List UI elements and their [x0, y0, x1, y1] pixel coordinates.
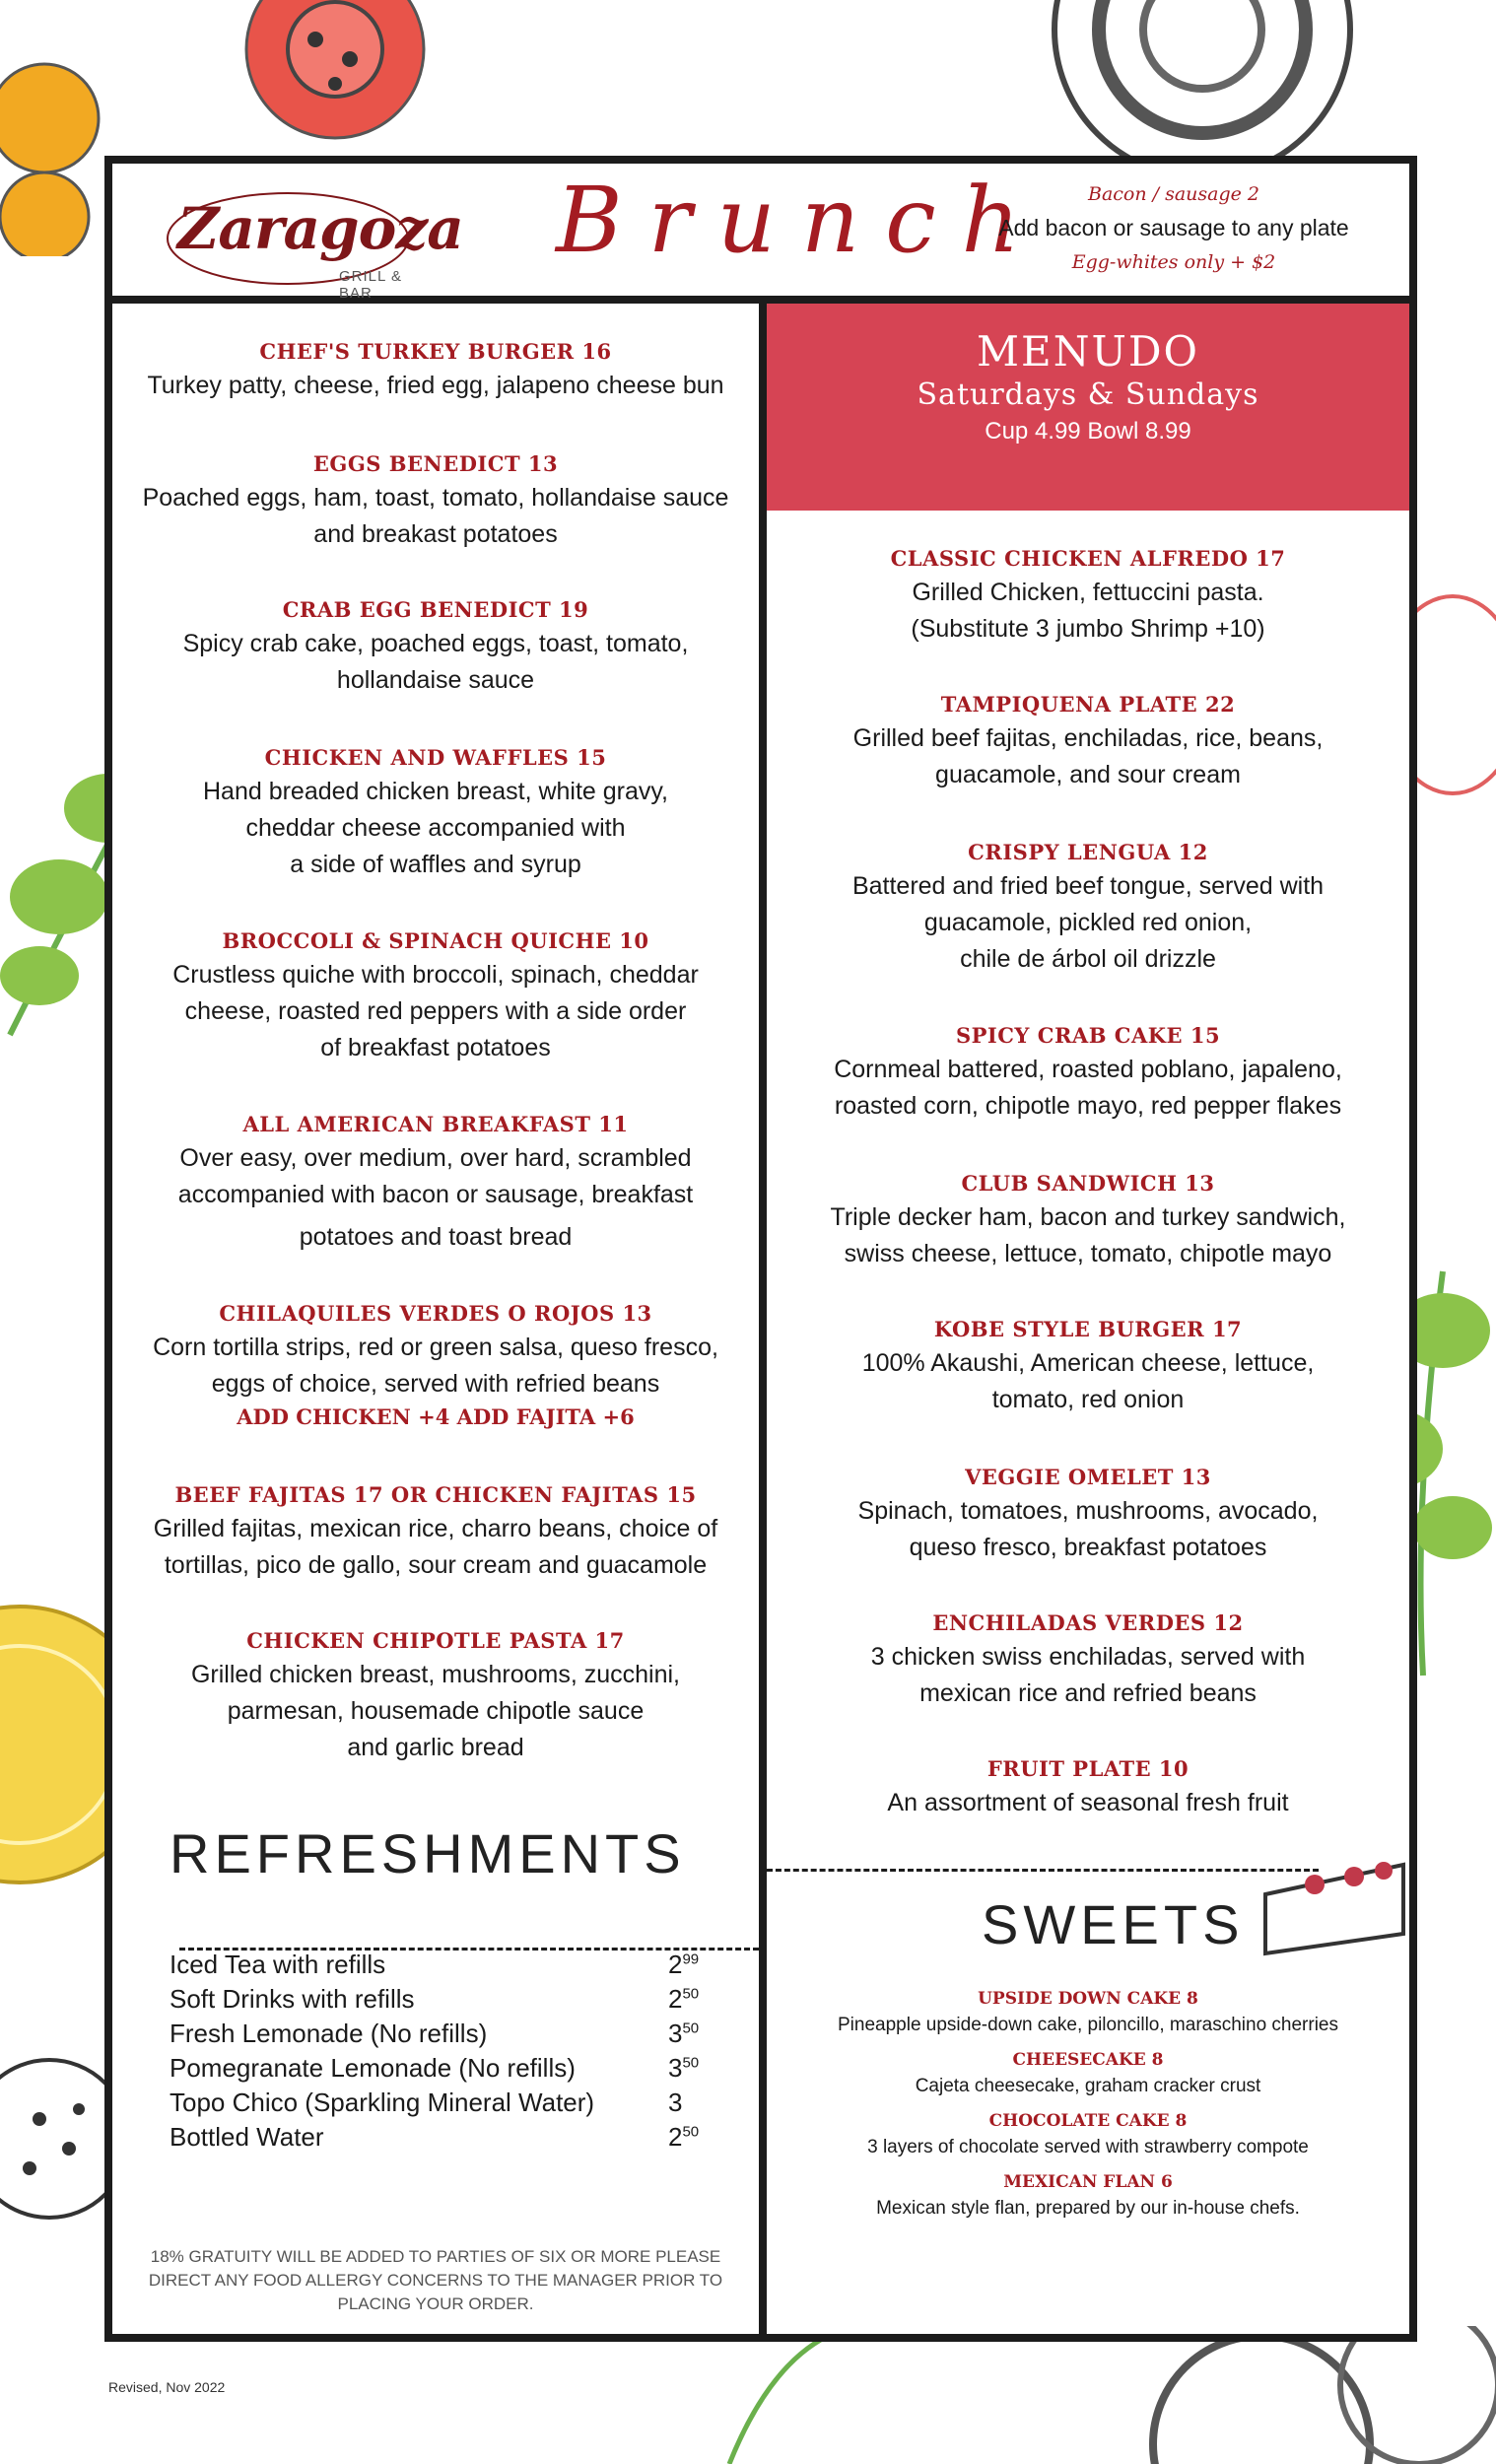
item-description: Corn tortilla strips, red or green salsa, queso fresco, eggs of choice, served with refried beans [153, 1334, 718, 1398]
addon-bacon: Bacon / sausage 2 [1087, 183, 1259, 205]
item-title: CRISPY LENGUA 12 [968, 840, 1208, 864]
item-description: Grilled beef fajitas, enchiladas, rice, beans, guacamole, and sour cream [852, 724, 1324, 788]
item-description: Grilled Chicken, fettuccini pasta. (Substitute 3 jumbo Shrimp +10) [911, 579, 1265, 643]
menu-item-turkey-burger [112, 339, 759, 404]
list-item: Iced Tea with refills $2^{99}$ [170, 1950, 700, 1979]
gratuity-note: 18% GRATUITY WILL BE ADDED TO PARTIES OF SIX OR MORE PLEASE DIRECT ANY FOOD ALLERGY CONCERNS TO THE MANAGER PRIOR TO PLACING YOUR ORDER. [148, 2247, 723, 2313]
item-addons: ADD CHICKEN +4 ADD FAJITA +6 [237, 1404, 635, 1429]
menudo-banner [767, 304, 1409, 511]
item-title: ENCHILADAS VERDES 12 [932, 1610, 1244, 1635]
item-description: Cornmeal battered, roasted poblano, japaleno, roasted corn, chipotle mayo, red pepper flakes [834, 1056, 1342, 1120]
bottom-sketch-illustration [710, 2326, 1496, 2464]
menu-item-club-sandwich [767, 1171, 1409, 1272]
menu-item-crispy-lengua [767, 840, 1409, 978]
list-item: Bottled Water $2^{50}$ [170, 2122, 700, 2152]
sweets-list [767, 1989, 1409, 2233]
item-description: Crustless quiche with broccoli, spinach, cheddar cheese, roasted red peppers with a side order of breakfast potatoes [172, 961, 699, 1061]
section-divider [767, 1869, 1319, 1872]
restaurant-logo [162, 181, 463, 302]
menu-frame [104, 156, 1417, 2342]
menu-item-eggs-benedict [112, 451, 759, 553]
addon-note [952, 183, 1395, 273]
menu-item-chicken-alfredo [767, 546, 1409, 648]
sweets-title: SWEETS [982, 1893, 1245, 1955]
item-title: CHICKEN AND WAFFLES 15 [264, 745, 607, 770]
menu-item-quiche [112, 928, 759, 1066]
column-divider [759, 304, 767, 2334]
menu-item-american-breakfast [112, 1112, 759, 1256]
cake-slice-icon [1256, 1825, 1413, 1963]
menu-item-fajitas [112, 1482, 759, 1584]
list-item: MEXICAN FLAN 6 Mexican style flan, prepared by our in-house chefs. [876, 2172, 1300, 2219]
item-title: CRAB EGG BENEDICT 19 [282, 597, 589, 622]
menu-item-kobe-burger [767, 1317, 1409, 1418]
item-title: CLUB SANDWICH 13 [961, 1171, 1215, 1196]
item-description: 100% Akaushi, American cheese, lettuce, tomato, red onion [861, 1349, 1315, 1413]
list-item: Topo Chico (Sparkling Mineral Water) 3 [170, 2088, 683, 2117]
item-title: BEEF FAJITAS 17 OR CHICKEN FAJITAS 15 [174, 1482, 697, 1507]
list-item: UPSIDE DOWN CAKE 8 Pineapple upside-down cake, piloncillo, maraschino cherries [838, 1989, 1338, 2035]
refreshments-list [170, 1950, 721, 2156]
tomato-illustration [237, 0, 434, 148]
logo-subtitle: GRILL & BAR [339, 268, 402, 302]
item-title: CHEF'S TURKEY BURGER 16 [259, 339, 612, 364]
item-title: EGGS BENEDICT 13 [312, 451, 559, 476]
refreshments-title: REFRESHMENTS [170, 1822, 686, 1884]
item-title: KOBE STYLE BURGER 17 [933, 1317, 1243, 1341]
item-description: Hand breaded chicken breast, white gravy, cheddar cheese accompanied with a side of waffles and syrup [202, 778, 669, 878]
menudo-price: Cup 4.99 Bowl 8.99 [985, 418, 1191, 445]
item-title: SPICY CRAB CAKE 15 [955, 1023, 1221, 1048]
item-description: Spinach, tomatoes, mushrooms, avocado, queso fresco, breakfast potatoes [857, 1497, 1319, 1561]
item-title: CHILAQUILES VERDES O ROJOS 13 [219, 1301, 652, 1326]
logo-wordmark: Zaragoza [177, 195, 463, 262]
item-title: ALL AMERICAN BREAKFAST 11 [242, 1112, 629, 1136]
menu-header [112, 164, 1409, 304]
menu-item-chicken-waffles [112, 745, 759, 883]
item-description: Triple decker ham, bacon and turkey sandwich, swiss cheese, lettuce, tomato, chipotle mayo [830, 1203, 1346, 1267]
list-item: Fresh Lemonade (No refills) $3^{50}$ [170, 2019, 700, 2048]
list-item: Soft Drinks with refills $2^{50}$ [170, 1984, 700, 2014]
item-title: VEGGIE OMELET 13 [965, 1465, 1211, 1489]
item-title: FRUIT PLATE 10 [986, 1756, 1190, 1781]
item-description: An assortment of seasonal fresh fruit [887, 1789, 1289, 1816]
coffee-cup-illustration [1025, 0, 1380, 158]
addon-egg-whites: Egg-whites only + $2 [1071, 251, 1276, 273]
item-description: Battered and fried beef tongue, served with guacamole, pickled red onion, chile de árbol oil drizzle [851, 872, 1325, 973]
item-description: Grilled fajitas, mexican rice, charro beans, choice of tortillas, pico de gallo, sour cream and guacamole [153, 1515, 718, 1579]
list-item: CHOCOLATE CAKE 8 3 layers of chocolate served with strawberry compote [867, 2111, 1309, 2157]
menu-item-chilaquiles [112, 1301, 759, 1429]
item-description: Spicy crab cake, poached eggs, toast, tomato, hollandaise sauce [182, 630, 689, 694]
menudo-title: MENUDO [977, 327, 1199, 376]
revision-date: Revised, Nov 2022 [108, 2379, 226, 2395]
item-description: Poached eggs, ham, toast, tomato, hollandaise sauce and breakast potatoes [142, 484, 729, 548]
menu-item-veggie-omelet [767, 1465, 1409, 1566]
item-description: Turkey patty, cheese, fried egg, jalapeno cheese bun [147, 372, 724, 399]
item-description: 3 chicken swiss enchiladas, served with mexican rice and refried beans [870, 1643, 1306, 1707]
menu-item-enchiladas-verdes [767, 1610, 1409, 1712]
addon-description: Add bacon or sausage to any plate [998, 215, 1349, 240]
item-title: CLASSIC CHICKEN ALFREDO 17 [890, 546, 1286, 571]
item-description: Over easy, over medium, over hard, scrambled accompanied with bacon or sausage, breakfast potatoes and toast bread [177, 1144, 694, 1251]
menu-item-spicy-crab-cake [767, 1023, 1409, 1125]
orange-slice-illustration [0, 59, 108, 256]
item-title: CHICKEN CHIPOTLE PASTA 17 [246, 1628, 625, 1653]
list-item: CHEESECAKE 8 Cajeta cheesecake, graham cracker crust [915, 2050, 1261, 2096]
item-title: TAMPIQUENA PLATE 22 [940, 692, 1236, 717]
menu-item-chipotle-pasta [112, 1628, 759, 1766]
menu-item-fruit-plate [767, 1756, 1409, 1821]
item-title: BROCCOLI & SPINACH QUICHE 10 [222, 928, 649, 953]
item-description: Grilled chicken breast, mushrooms, zucchini, parmesan, housemade chipotle sauce and garlic bread [190, 1661, 681, 1761]
list-item: Pomegranate Lemonade (No refills) $3^{50}$ [170, 2053, 700, 2083]
menu-item-tampiquena [767, 692, 1409, 793]
menudo-days: Saturdays & Sundays [917, 377, 1259, 412]
menu-item-crab-egg-benedict [112, 597, 759, 699]
page-title: Brunch [556, 168, 1046, 273]
